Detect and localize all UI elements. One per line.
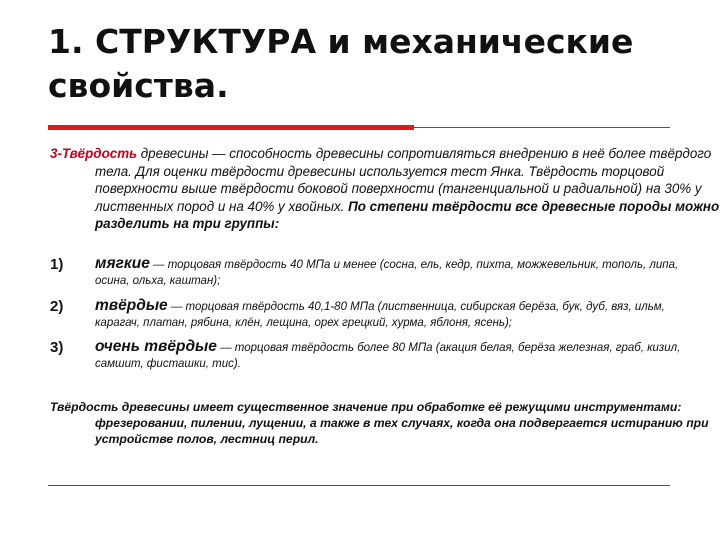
group-term: очень твёрдые xyxy=(95,338,217,355)
intro-text: древесины — способность древесины сопротивляться внедрению в неё более твёрдого тела. Для оценки твёрдости древесины используется тест Янка. Твёрдость торцовой поверхности выше твёрдости боковой поверхности (тангенциальной и радиальной) на 30% у лиственных пород и на 40% у хвойных. xyxy=(95,146,712,214)
group-number: 1) xyxy=(50,256,64,273)
intro-bold-text: По степени твёрдости все древесные породы можно разделить на три группы: xyxy=(95,198,720,231)
intro-paragraph xyxy=(50,145,720,233)
group-description: — торцовая твёрдость 40 МПа и менее (сосна, ель, кедр, пихта, можжевельник, тополь, липа, осина, ольха, каштан); xyxy=(95,259,679,287)
title-divider-accent xyxy=(48,125,414,130)
group-item-very-hard xyxy=(50,339,690,372)
bottom-divider-line xyxy=(48,485,670,486)
footer-paragraph: Твёрдость древесины имеет существенное значение при обработке её режущими инструментами: фрезеровании, пилении, лущении, а также в тех случаях, когда она подвергается истиранию при устройстве полов, лестниц перил. xyxy=(50,400,709,446)
group-term: твёрдые xyxy=(95,297,168,314)
group-item-soft xyxy=(50,256,690,289)
slide-title: 1. СТРУКТУРА и механические свойства. xyxy=(48,22,634,105)
group-description: — торцовая твёрдость 40,1-80 МПа (лиственница, сибирская берёза, бук, дуб, вяз, ильм, карагач, платан, рябина, клён, лещина, орех грецкий, хурма, яблоня, ясень); xyxy=(95,301,665,329)
group-item-hard xyxy=(50,298,690,331)
group-number: 3) xyxy=(50,339,64,356)
group-term: мягкие xyxy=(95,255,150,272)
group-number: 2) xyxy=(50,298,64,315)
group-description: — торцовая твёрдость более 80 МПа (акация белая, берёза железная, граб, кизил, самшит, фисташки, тис). xyxy=(95,342,681,370)
intro-lead: 3-Твёрдость xyxy=(50,146,138,161)
